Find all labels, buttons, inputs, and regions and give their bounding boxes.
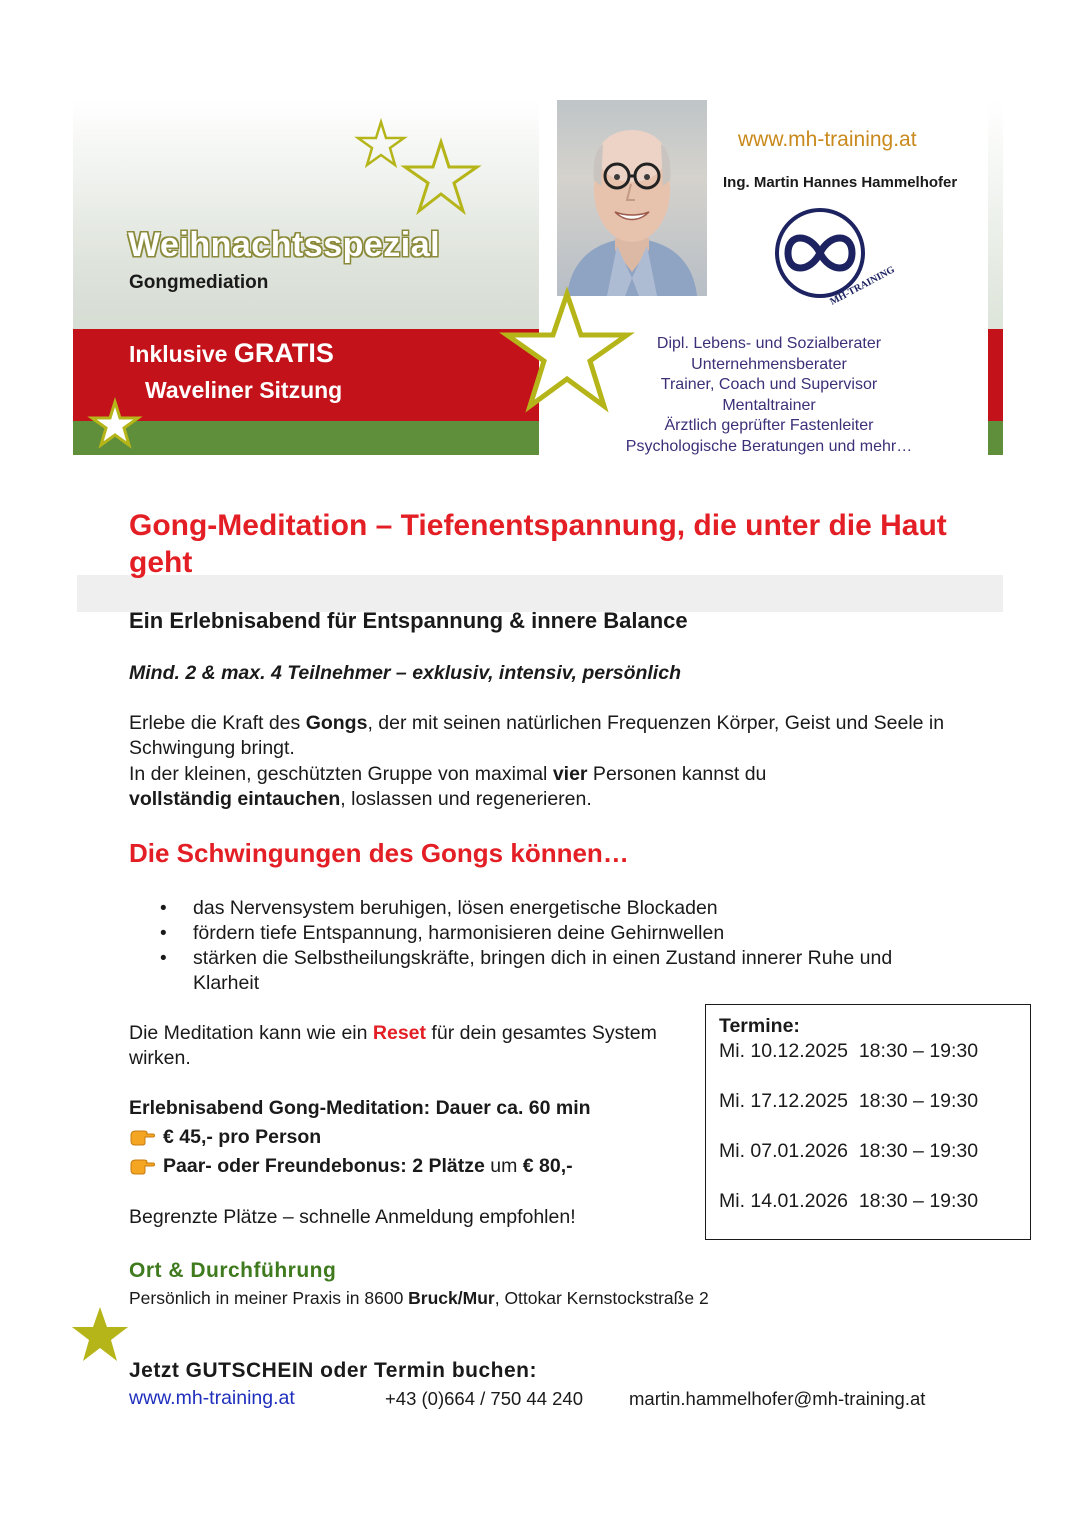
- intro-bold-gongs: Gongs: [305, 712, 368, 734]
- call-to-action: Jetzt GUTSCHEIN oder Termin buchen:: [129, 1359, 537, 1382]
- qualification-item: Ärztlich geprüfter Fastenleiter: [664, 417, 874, 435]
- intro-paragraph-2: [129, 762, 949, 812]
- banner-red-band-right: [988, 329, 1003, 421]
- location-city: Bruck/Mur: [408, 1288, 495, 1308]
- list-item: • das Nervensystem beruhigen, lösen energetische Blockaden: [193, 896, 953, 921]
- location-text-part: , Ottokar Kernstockstraße 2: [494, 1288, 709, 1308]
- vibrations-list: [193, 896, 953, 996]
- intro-text: Personen kannst du: [587, 763, 767, 785]
- banner-name: Ing. Martin Hannes Hammelhofer: [723, 174, 958, 191]
- list-item: • fördern tiefe Entspannung, harmonisieren deine Gehirnwellen: [193, 921, 953, 946]
- banner-title: Weihnachtsspezial: [128, 226, 441, 264]
- header-banner: [73, 100, 1003, 455]
- phone-number[interactable]: +43 (0)664 / 750 44 240: [385, 1388, 584, 1409]
- intro-bold-vier: vier: [552, 763, 588, 785]
- qualification-item: Dipl. Lebens- und Sozialberater: [656, 335, 882, 352]
- qualification-item: Psychologische Beratungen und mehr…: [625, 437, 913, 455]
- bonus-text: Paar- oder Freundebonus: 2 Plätze: [163, 1155, 491, 1177]
- email-address[interactable]: martin.hammelhofer@mh-training.at: [629, 1388, 926, 1409]
- star-icon: [356, 120, 406, 168]
- pointing-hand-icon: [129, 1155, 155, 1175]
- appointments-box: [705, 1004, 1031, 1240]
- intro-text: In der kleinen, geschützten Gruppe von maximal: [129, 763, 553, 785]
- appointment-date: Mi. 14.01.2026 18:30 – 19:30: [719, 1190, 979, 1212]
- appointment-date: Mi. 17.12.2025 18:30 – 19:30: [719, 1090, 979, 1112]
- limited-places-note: Begrenzte Plätze – schnelle Anmeldung empfohlen!: [129, 1206, 576, 1228]
- mh-training-logo: [770, 205, 897, 310]
- star-icon: [403, 140, 479, 214]
- banner-website: www.mh-training.at: [738, 128, 917, 151]
- qualifications-list: [593, 334, 945, 458]
- intro-text: , der mit seinen natürlichen Frequenzen Körper, Geist und Seele in Schwingung bringt.: [129, 712, 945, 759]
- intro-bold-eintauchen: vollständig eintauchen: [129, 788, 341, 810]
- participants-note: Mind. 2 & max. 4 Teilnehmer – exklusiv, intensiv, persönlich: [129, 662, 681, 684]
- inclusive-label: Inklusive: [129, 341, 234, 367]
- vibrations-heading: Die Schwingungen des Gongs können…: [129, 838, 629, 868]
- bonus-row: [129, 1155, 573, 1178]
- reset-text: Die Meditation kann wie ein: [129, 1022, 373, 1044]
- reset-paragraph: [129, 1021, 669, 1071]
- list-item: • stärken die Selbstheilungskräfte, bringen dich in einen Zustand innerer Ruhe und Klarheit: [193, 946, 953, 996]
- gratis-label: GRATIS: [233, 338, 334, 368]
- banner-inclusive-line: [129, 338, 334, 369]
- reset-text: für dein gesamtes System wirken.: [129, 1022, 657, 1069]
- price-text: € 45,- pro Person: [163, 1126, 322, 1148]
- banner-subtitle: Gongmediation: [129, 272, 269, 293]
- price-row: [129, 1126, 321, 1149]
- banner-waveliner-line: Waveliner Sitzung: [145, 377, 343, 403]
- qualification-item: Mentaltrainer: [722, 396, 816, 414]
- appointments-label: Termine:: [719, 1015, 800, 1037]
- star-icon: [71, 1306, 129, 1364]
- star-icon: [90, 400, 140, 448]
- event-duration: Erlebnisabend Gong-Meditation: Dauer ca. 60 min: [129, 1097, 591, 1119]
- location-heading: Ort & Durchführung: [129, 1259, 337, 1282]
- website-link[interactable]: www.mh-training.at: [129, 1387, 295, 1409]
- main-heading: Gong-Meditation – Tiefenentspannung, die unter die Haut geht: [129, 509, 947, 579]
- logo-text: MH-TRAINING: [828, 264, 897, 308]
- intro-text: Erlebe die Kraft des: [129, 712, 306, 734]
- banner-green-band: [73, 421, 539, 455]
- reset-word: Reset: [372, 1022, 427, 1044]
- location-text-part: Persönlich in meiner Praxis in 8600: [129, 1288, 409, 1308]
- location-text: [129, 1288, 709, 1309]
- qualification-item: Unternehmensberater: [691, 355, 847, 373]
- bonus-price: € 80,-: [517, 1155, 573, 1177]
- appointment-date: Mi. 07.01.2026 18:30 – 19:30: [719, 1140, 979, 1162]
- pointing-hand-icon: [129, 1126, 155, 1146]
- intro-text: , loslassen und regenerieren.: [340, 788, 592, 810]
- bonus-text-um: um: [490, 1155, 518, 1177]
- intro-paragraph-1: [129, 711, 949, 761]
- qualification-item: Trainer, Coach und Supervisor: [660, 376, 878, 394]
- portrait-photo: [557, 100, 707, 296]
- subheading: Ein Erlebnisabend für Entspannung & innere Balance: [129, 608, 688, 633]
- appointment-date: Mi. 10.12.2025 18:30 – 19:30: [719, 1040, 979, 1062]
- banner-green-band-right: [988, 421, 1003, 455]
